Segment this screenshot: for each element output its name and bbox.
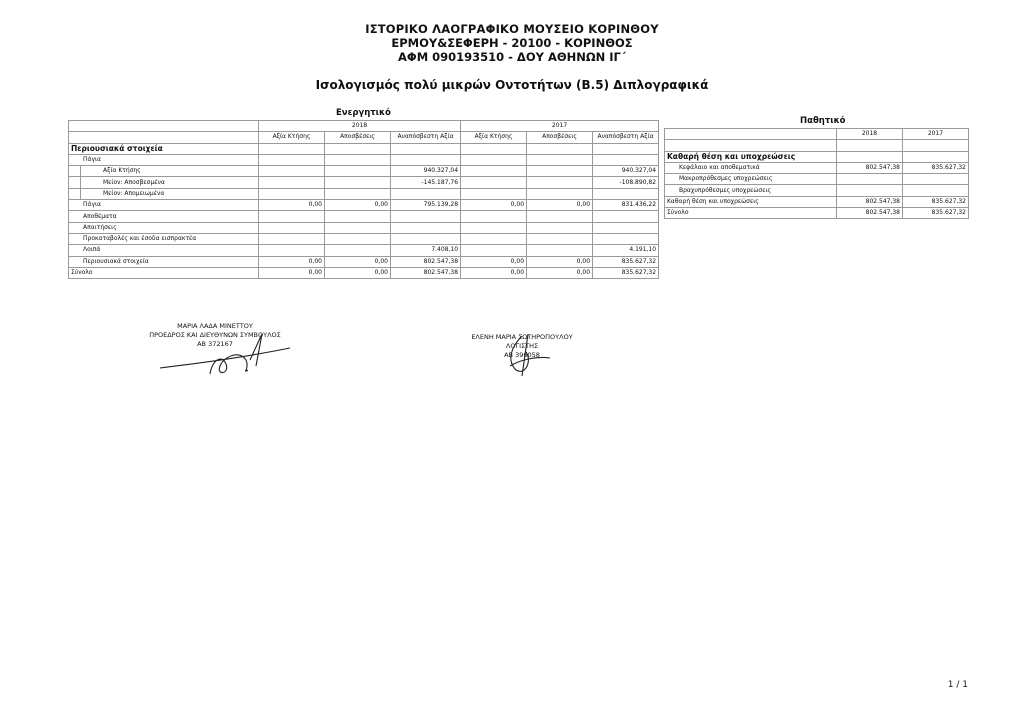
cell-value: 4.191,10 [593,245,659,256]
organization-address: ΕΡΜΟΥ&ΣΕΦΕΡΗ - 20100 - ΚΟΡΙΝΘΟΣ [391,36,633,50]
row-label: Αποθέματα [69,211,259,222]
page-indicator: 1 / 1 [947,680,968,690]
cell-value: 0,00 [325,267,391,278]
table-row [665,140,969,151]
cell-value: 0,00 [259,267,325,278]
cell-value: 0,00 [527,200,593,211]
organization-name: ΙΣΤΟΡΙΚΟ ΛΑΟΓΡΑΦΙΚΟ ΜΟΥΣΕΙΟ ΚΟΡΙΝΘΟΥ [365,22,659,36]
table-row [69,132,659,143]
row-label: Περιουσιακά στοιχεία [69,143,259,154]
row-label: Μείον: Αποσβεσμένα [81,177,259,188]
signatory-name: ΕΛΕΝΗ ΜΑΡΙΑ ΣΩΤΗΡΟΠΟΥΛΟΥ [471,333,573,341]
year-2018-header: 2018 [837,129,903,140]
cell-value: 835.627,32 [903,208,969,219]
cell-value: 940.327,04 [593,166,659,177]
row-label: Πάγια [69,200,259,211]
organization-tax-id: ΑΦΜ 090193510 - ΔΟΥ ΑΘΗΝΩΝ ΙΓ΄ [398,50,626,64]
table-row [69,121,659,132]
signature-scribble-left [150,330,300,380]
table-row [665,174,969,185]
cell-value: 0,00 [325,256,391,267]
table-row [69,211,659,222]
signatory-name: ΜΑΡΙΑ ΛΑΔΑ ΜΙΝΕΤΤΟΥ [177,322,253,330]
row-label: Σύνολο [665,208,837,219]
year-2018-header: 2018 [259,121,461,132]
table-row [665,196,969,207]
cell-value: 802.547,38 [391,256,461,267]
assets-section-title: Ενεργητικό [336,108,391,118]
year-2017-header: 2017 [461,121,659,132]
column-header-cost: Αξία Κτήσης [259,132,325,143]
table-row [69,188,659,199]
cell-value: 0,00 [259,256,325,267]
cell-value: 0,00 [461,256,527,267]
signatory-role: ΛΟΓΙΣΤΗΣ [505,342,539,350]
table-row [69,233,659,244]
table-row [665,162,969,173]
balance-sheet-title: Ισολογισμός πολύ μικρών Οντοτήτων (Β.5) Διπλογραφικά [315,78,709,92]
cell-value: 0,00 [527,256,593,267]
table-row [69,222,659,233]
cell-value: -145.187,76 [391,177,461,188]
table-row [69,177,659,188]
row-label: Σύνολο [69,267,259,278]
signatory-role: ΠΡΟΕΔΡΟΣ ΚΑΙ ΔΙΕΥΘΥΝΩΝ ΣΥΜΒΟΥΛΟΣ [149,331,281,339]
cell-value: 835.627,32 [903,162,969,173]
table-row [665,129,969,140]
cell-value: 831.436,22 [593,200,659,211]
liabilities-section-title: Παθητικό [800,116,846,126]
table-row [69,267,659,278]
signatory-id: ΑΒ 396058 [504,351,540,359]
table-row [69,166,659,177]
column-header-depreciation: Αποσβέσεις [527,132,593,143]
table-row [69,200,659,211]
cell-value: 802.547,38 [837,196,903,207]
table-row [69,154,659,165]
cell-value: 795.139,28 [391,200,461,211]
row-label: Απαιτήσεις [69,222,259,233]
cell-value: 940.327,04 [391,166,461,177]
row-label: Λοιπά [69,245,259,256]
row-label: Αξία Κτήσης [81,166,259,177]
signatory-id: ΑΒ 372167 [197,340,233,348]
cell-value: 835.627,32 [593,256,659,267]
row-label: Βραχυπρόθεσμες υποχρεώσεις [665,185,837,196]
row-label: Μείον: Απομειωμένα [81,188,259,199]
signature-scribble-right [492,330,562,380]
cell-value: 802.547,38 [391,267,461,278]
column-header-depreciation: Αποσβέσεις [325,132,391,143]
cell-value: 802.547,38 [837,208,903,219]
cell-value: 802.547,38 [837,162,903,173]
row-label: Μακροπρόθεσμες υποχρεώσεις [665,174,837,185]
table-row [69,245,659,256]
cell-value: 0,00 [461,200,527,211]
cell-value: 0,00 [527,267,593,278]
row-label: Καθαρή θέση και υποχρεώσεις [665,151,837,162]
cell-value: 835.627,32 [593,267,659,278]
table-row [665,185,969,196]
cell-value: 7.408,10 [391,245,461,256]
row-label: Προκαταβολές και έσοδα εισπρακτέα [69,233,259,244]
column-header-net: Αναπόσβεστη Αξία [593,132,659,143]
table-row [69,143,659,154]
table-row [665,208,969,219]
column-header-cost: Αξία Κτήσης [461,132,527,143]
table-row [69,256,659,267]
year-2017-header: 2017 [903,129,969,140]
row-label: Περιουσιακά στοιχεία [69,256,259,267]
row-label: Κεφάλαιο και αποθεματικά [665,162,837,173]
cell-value: 0,00 [461,267,527,278]
liabilities-table [664,128,969,219]
cell-value: -108.890,82 [593,177,659,188]
cell-value: 0,00 [259,200,325,211]
table-row [665,151,969,162]
cell-value: 0,00 [325,200,391,211]
column-header-net: Αναπόσβεστη Αξία [391,132,461,143]
row-label: Καθαρή θέση και υποχρεώσεις [665,196,837,207]
cell-value: 835.627,32 [903,196,969,207]
assets-table [68,120,659,279]
row-label: Πάγια [69,154,259,165]
